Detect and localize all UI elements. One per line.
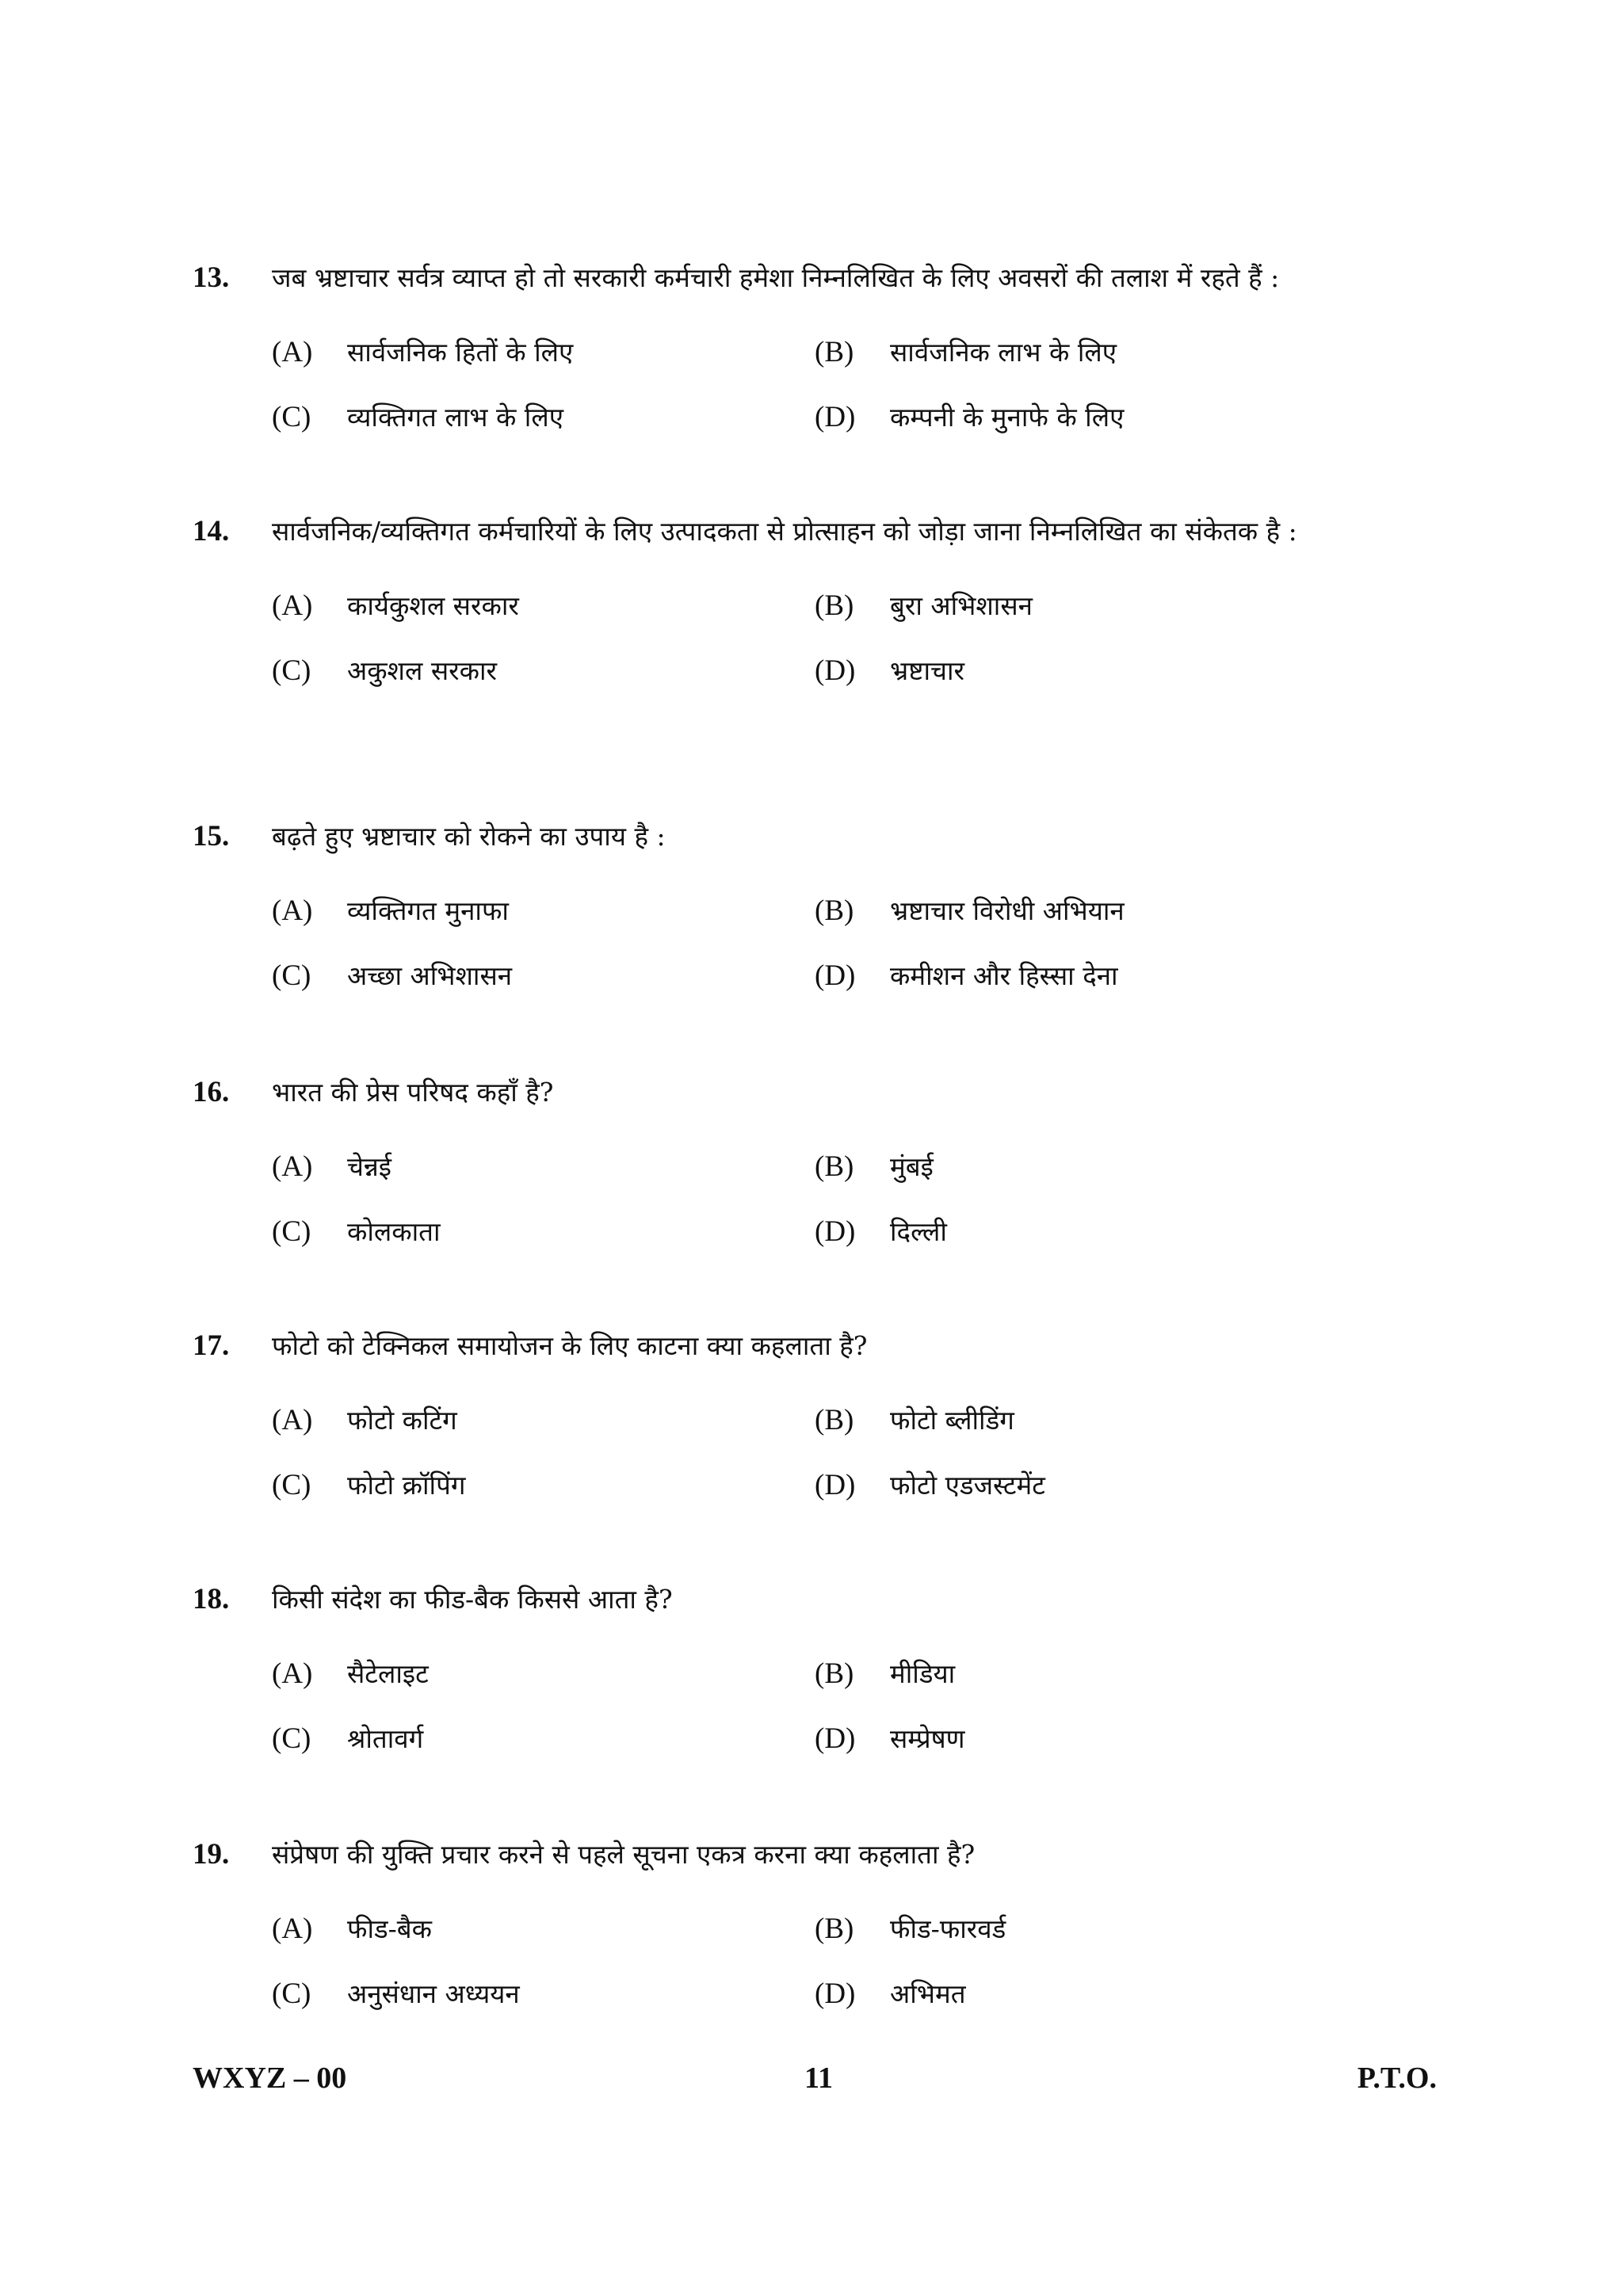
option-d — [815, 944, 1417, 1009]
option-label: (C) — [272, 959, 311, 992]
question-text: किसी संदेश का फीड-बैक किससे आता है? — [272, 1584, 673, 1615]
option-text: व्यक्तिगत मुनाफा — [347, 895, 509, 926]
option-c — [272, 944, 795, 1009]
option-label: (D) — [815, 1215, 856, 1248]
option-d — [815, 385, 1417, 450]
question-text: बढ़ते हुए भ्रष्टाचार को रोकने का उपाय है : — [272, 821, 666, 852]
question-text: सार्वजनिक/व्यक्तिगत कर्मचारियों के लिए उत्पादकता से प्रोत्साहन को जोड़ा जाना निम्नलिखित का संकेतक है : — [272, 516, 1297, 547]
option-text: मुंबई — [890, 1151, 934, 1182]
option-text: दिल्ली — [890, 1216, 947, 1247]
option-a — [272, 1642, 795, 1707]
option-label: (B) — [815, 1150, 854, 1183]
page-number: 11 — [804, 2061, 833, 2095]
option-c — [272, 1453, 795, 1518]
option-label: (C) — [272, 654, 311, 687]
options-list — [272, 1135, 1445, 1264]
option-text: अच्छा अभिशासन — [347, 960, 513, 991]
booklet-code: WXYZ – 00 — [193, 2061, 347, 2095]
option-text: कार्यकुशल सरकार — [347, 590, 519, 621]
option-text: भ्रष्टाचार विरोधी अभियान — [890, 895, 1125, 926]
option-d — [815, 639, 1417, 704]
option-text: श्रोतावर्ग — [347, 1723, 424, 1754]
option-d — [815, 1199, 1417, 1264]
option-label: (C) — [272, 1722, 311, 1755]
option-c — [272, 1707, 795, 1772]
options-list — [272, 1388, 1445, 1518]
option-a — [272, 879, 795, 944]
option-label: (B) — [815, 336, 854, 368]
option-b — [815, 320, 1417, 385]
question-16 — [193, 1068, 1445, 1264]
question-number: 13. — [193, 261, 230, 294]
option-label: (A) — [272, 894, 313, 927]
option-label: (A) — [272, 1913, 313, 1945]
option-a — [272, 1135, 795, 1199]
option-text: सैटेलाइट — [347, 1658, 429, 1689]
option-label: (A) — [272, 1150, 313, 1183]
option-text: कम्पनी के मुनाफे के लिए — [890, 402, 1125, 433]
option-label: (D) — [815, 401, 856, 433]
option-text: अभिमत — [890, 1978, 966, 2009]
options-list — [272, 320, 1445, 450]
option-c — [272, 639, 795, 704]
question-number: 14. — [193, 515, 230, 547]
option-text: बुरा अभिशासन — [890, 590, 1033, 621]
option-label: (A) — [272, 336, 313, 368]
option-b — [815, 1642, 1417, 1707]
option-text: फोटो एडजस्टमेंट — [890, 1470, 1045, 1501]
options-list — [272, 1642, 1445, 1772]
option-text: सम्प्रेषण — [890, 1723, 965, 1754]
option-label: (C) — [272, 1469, 311, 1501]
option-text: फीड-फारवर्ड — [890, 1913, 1006, 1944]
option-label: (D) — [815, 1978, 856, 2010]
option-label: (D) — [815, 1722, 856, 1755]
option-label: (D) — [815, 959, 856, 992]
option-text: फीड-बैक — [347, 1913, 432, 1944]
option-d — [815, 1962, 1417, 2027]
option-label: (D) — [815, 1469, 856, 1501]
option-label: (C) — [272, 1978, 311, 2010]
option-text: चेन्नई — [347, 1151, 391, 1182]
option-text: व्यक्तिगत लाभ के लिए — [347, 402, 563, 433]
question-19 — [193, 1830, 1445, 2027]
option-text: मीडिया — [890, 1658, 956, 1689]
question-text: जब भ्रष्टाचार सर्वत्र व्याप्त हो तो सरकारी कर्मचारी हमेशा निम्नलिखित के लिए अवसरों की तलाश में रहते हैं : — [272, 262, 1280, 293]
option-text: अनुसंधान अध्ययन — [347, 1978, 520, 2009]
option-text: सार्वजनिक लाभ के लिए — [890, 337, 1117, 368]
option-b — [815, 574, 1417, 639]
question-number: 19. — [193, 1838, 230, 1871]
option-a — [272, 574, 795, 639]
question-text: भारत की प्रेस परिषद कहाँ है? — [272, 1077, 554, 1108]
option-a — [272, 1897, 795, 1962]
option-label: (B) — [815, 589, 854, 622]
option-label: (B) — [815, 894, 854, 927]
question-number: 15. — [193, 820, 230, 852]
option-d — [815, 1707, 1417, 1772]
option-label: (B) — [815, 1913, 854, 1945]
option-b — [815, 879, 1417, 944]
option-label: (C) — [272, 401, 311, 433]
option-a — [272, 1388, 795, 1453]
option-text: सार्वजनिक हितों के लिए — [347, 337, 574, 368]
question-number: 17. — [193, 1329, 230, 1362]
option-b — [815, 1897, 1417, 1962]
please-turn-over: P.T.O. — [1357, 2061, 1437, 2095]
option-label: (C) — [272, 1215, 311, 1248]
option-c — [272, 1199, 795, 1264]
option-label: (D) — [815, 654, 856, 687]
option-c — [272, 385, 795, 450]
question-18 — [193, 1575, 1445, 1772]
option-d — [815, 1453, 1417, 1518]
options-list — [272, 1897, 1445, 2027]
option-text: फोटो कटिंग — [347, 1405, 457, 1436]
option-text: फोटो ब्लीडिंग — [890, 1405, 1014, 1436]
question-text: संप्रेषण की युक्ति प्रचार करने से पहले सूचना एकत्र करना क्या कहलाता है? — [272, 1839, 976, 1870]
question-14 — [193, 507, 1445, 704]
option-c — [272, 1962, 795, 2027]
question-text: फोटो को टेक्निकल समायोजन के लिए काटना क्या कहलाता है? — [272, 1330, 868, 1361]
option-b — [815, 1388, 1417, 1453]
option-label: (B) — [815, 1404, 854, 1436]
option-text: भ्रष्टाचार — [890, 655, 965, 686]
option-text: कमीशन और हिस्सा देना — [890, 960, 1118, 991]
option-a — [272, 320, 795, 385]
options-list — [272, 574, 1445, 704]
options-list — [272, 879, 1445, 1009]
question-17 — [193, 1322, 1445, 1518]
option-text: अकुशल सरकार — [347, 655, 498, 686]
question-number: 18. — [193, 1583, 230, 1615]
question-13 — [193, 254, 1445, 450]
option-b — [815, 1135, 1417, 1199]
option-label: (A) — [272, 1404, 313, 1436]
option-label: (A) — [272, 1657, 313, 1690]
question-15 — [193, 812, 1445, 1009]
option-text: कोलकाता — [347, 1216, 441, 1247]
option-text: फोटो क्रॉपिंग — [347, 1470, 466, 1501]
question-number: 16. — [193, 1076, 230, 1108]
page-footer — [193, 2058, 1437, 2098]
option-label: (B) — [815, 1657, 854, 1690]
option-label: (A) — [272, 589, 313, 622]
